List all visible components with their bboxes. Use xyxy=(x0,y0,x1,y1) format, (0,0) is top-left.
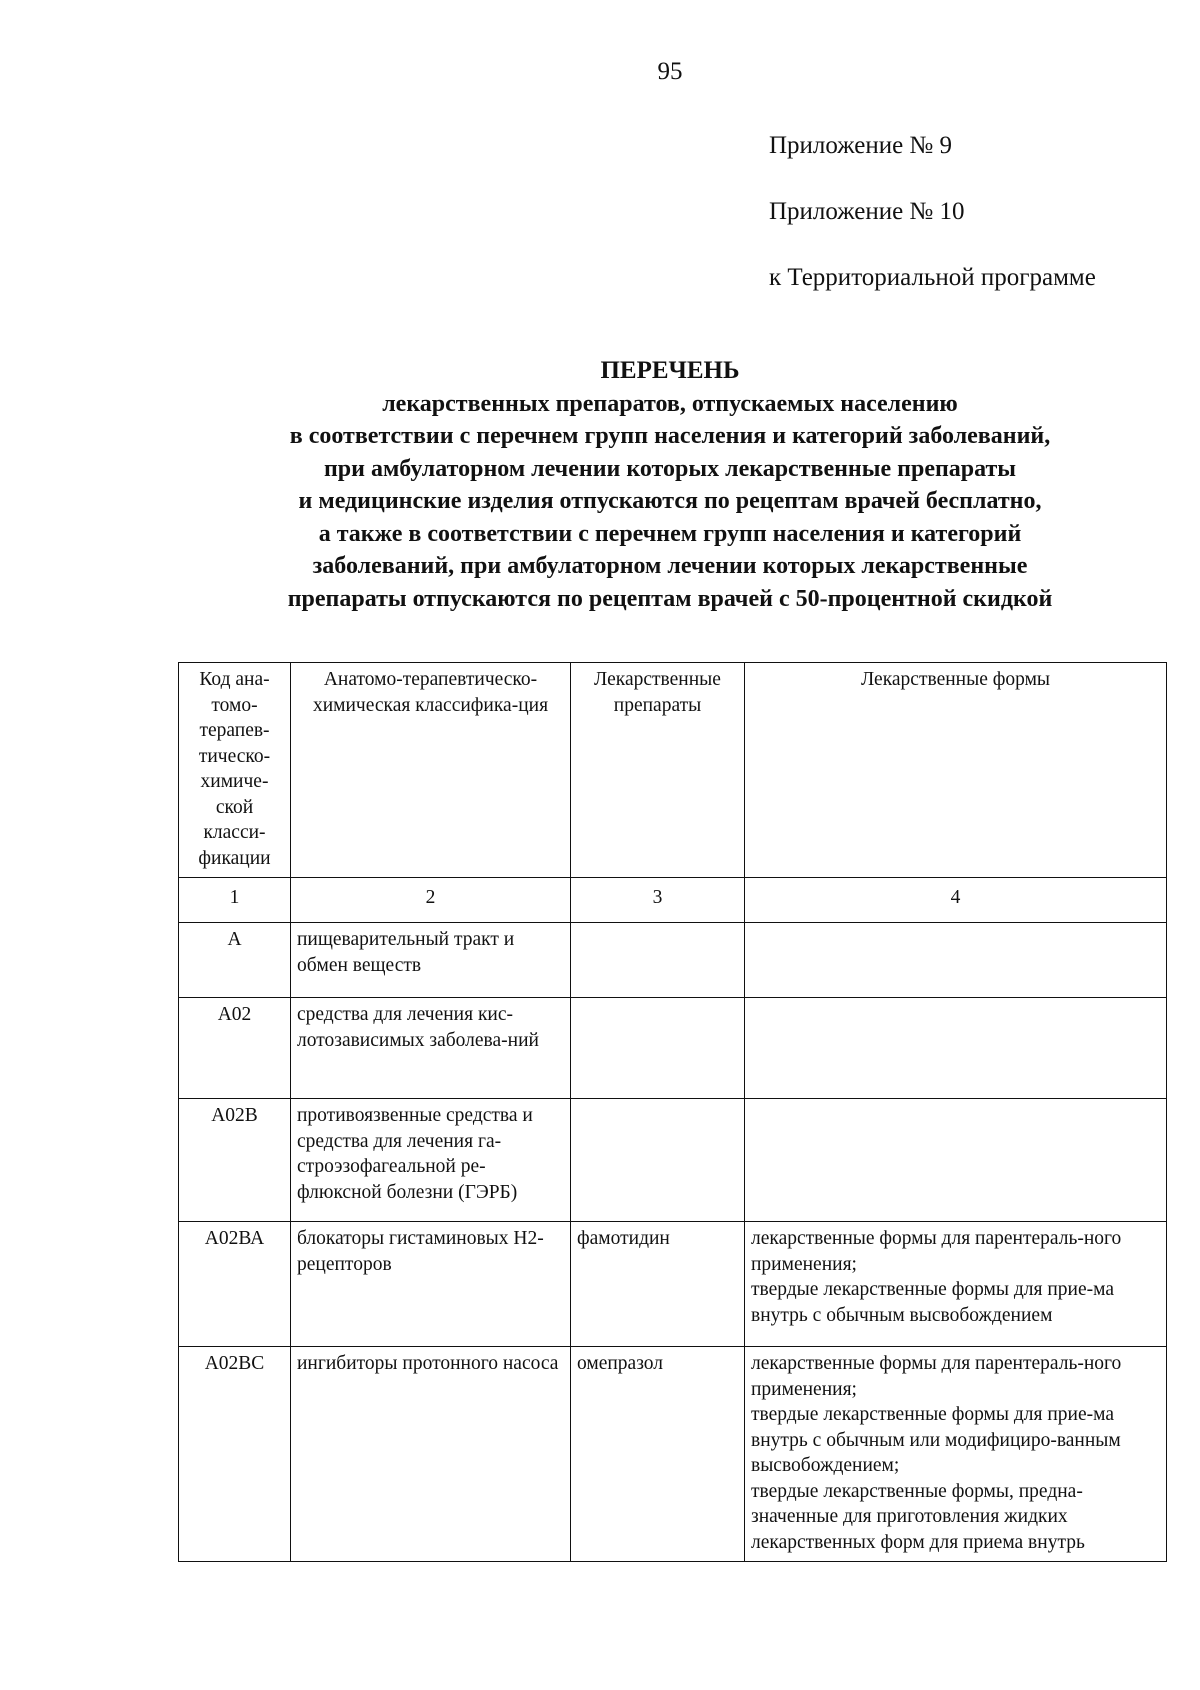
table-row xyxy=(179,1347,1167,1562)
column-number: 4 xyxy=(745,878,1167,923)
drug-form-item: твердые лекарственные формы для прие-ма внутрь с обычным высвобождением xyxy=(751,1279,1114,1326)
atc-code: А xyxy=(179,923,291,998)
drug-forms xyxy=(745,998,1167,1099)
title-line: препараты отпускаются по рецептам врачей с 50-процентной скидкой xyxy=(287,585,1053,612)
drug-list-table xyxy=(178,662,1167,1562)
atc-classification: пищеварительный тракт и обмен веществ xyxy=(291,923,571,998)
atc-code: А02В xyxy=(179,1099,291,1222)
drug-name xyxy=(571,923,745,998)
title-line: заболеваний, при амбулаторном лечении которых лекарственные xyxy=(312,553,1028,579)
appendix-10-label: Приложение № 10 xyxy=(769,198,965,225)
drug-forms xyxy=(745,923,1167,998)
drug-forms xyxy=(745,1099,1167,1222)
title-main: ПЕРЕЧЕНЬ xyxy=(600,357,740,384)
header-classification: Анатомо-терапевтическо-химическая классифика-ция xyxy=(291,663,571,878)
title-line: лекарственных препаратов, отпускаемых населению xyxy=(382,390,958,417)
column-number: 2 xyxy=(291,878,571,923)
table-column-numbers-row xyxy=(179,878,1167,923)
title-line: при амбулаторном лечении которых лекарственные препараты xyxy=(323,455,1017,482)
title-line: и медицинские изделия отпускаются по рецептам врачей бесплатно, xyxy=(298,488,1042,514)
appendix-9-label: Приложение № 9 xyxy=(769,132,953,159)
atc-code: А02ВА xyxy=(179,1222,291,1347)
drug-name xyxy=(571,998,745,1099)
column-number: 1 xyxy=(179,878,291,923)
atc-code: А02ВС xyxy=(179,1347,291,1562)
table-row xyxy=(179,998,1167,1099)
table-row xyxy=(179,1099,1167,1222)
drug-name: омепразол xyxy=(571,1347,745,1562)
title-line: в соответствии с перечнем групп населения и категорий заболеваний, xyxy=(289,423,1051,449)
column-number: 3 xyxy=(571,878,745,923)
atc-classification: блокаторы гистаминовых Н2-рецепторов xyxy=(291,1222,571,1347)
atc-classification: средства для лечения кис-лотозависимых заболева-ний xyxy=(291,998,571,1099)
appendix-program-label: к Территориальной программе xyxy=(769,264,1096,291)
atc-classification: ингибиторы протонного насоса xyxy=(291,1347,571,1562)
header-drugs: Лекарственные препараты xyxy=(571,663,745,878)
header-code: Код ана-томо-терапев-тическо-химиче-ской класси-фикации xyxy=(179,663,291,878)
drug-forms xyxy=(745,1222,1167,1347)
page-number: 95 xyxy=(657,58,683,85)
drug-name: фамотидин xyxy=(571,1222,745,1347)
table-row xyxy=(179,923,1167,998)
atc-classification: противоязвенные средства и средства для лечения га-строэзофагеальной ре-флюксной болезни (ГЭРБ) xyxy=(291,1099,571,1222)
document-title xyxy=(180,355,1160,615)
table-header-row xyxy=(179,663,1167,878)
drug-form-item: твердые лекарственные формы, предна-значенные для приготовления жидких лекарственных форм для приема внутрь xyxy=(751,1480,1085,1553)
drug-form-item: лекарственные формы для парентераль-ного применения; xyxy=(751,1353,1122,1400)
drug-form-item: лекарственные формы для парентераль-ного применения; xyxy=(751,1228,1122,1275)
title-line: а также в соответствии с перечнем групп населения и категорий xyxy=(318,520,1022,547)
header-forms: Лекарственные формы xyxy=(745,663,1167,878)
atc-code: А02 xyxy=(179,998,291,1099)
drug-form-item: твердые лекарственные формы для прие-ма внутрь с обычным или модифициро-ванным высвобождением; xyxy=(751,1404,1121,1476)
drug-forms xyxy=(745,1347,1167,1562)
drug-name xyxy=(571,1099,745,1222)
table-row xyxy=(179,1222,1167,1347)
